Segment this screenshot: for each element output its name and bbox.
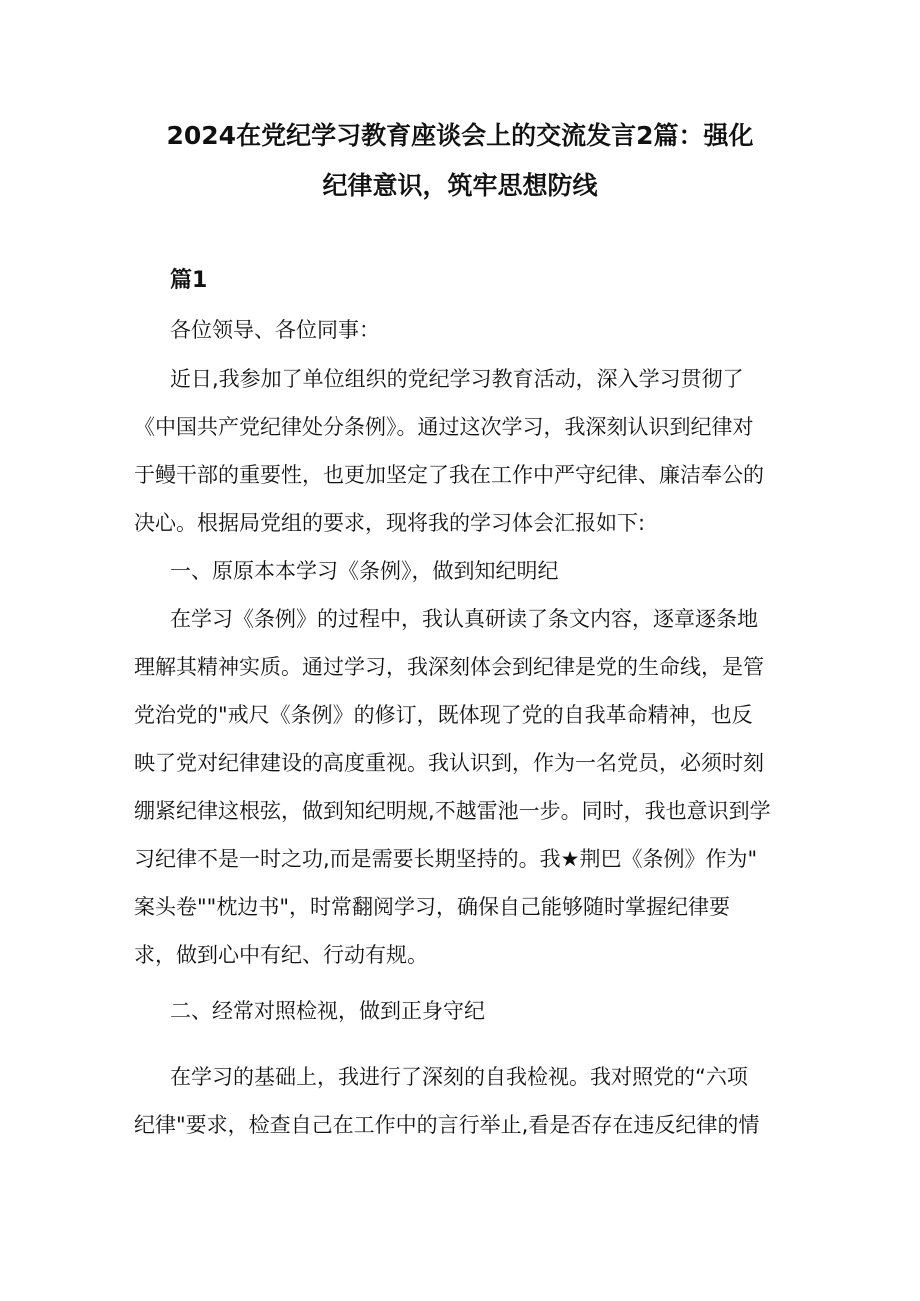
paragraph-line: 近日,我参加了单位组织的党纪学习教育活动，深入学习贯彻了: [170, 367, 744, 391]
section-heading-2: 二、经常对照检视，做到正身守纪: [170, 999, 485, 1023]
salutation: 各位领导、各位同事：: [170, 318, 380, 342]
document-title-line-1: 2024在党纪学习教育座谈会上的交流发言2篇：强化: [166, 121, 754, 150]
part-label: 篇1: [170, 268, 208, 293]
paragraph-line: 求，做到心中有纪、行动有规。: [134, 943, 428, 967]
paragraph-line: 案头卷""枕边书"，时常翻阅学习，确保自己能够随时掌握纪律要: [134, 895, 730, 919]
paragraph-line: 习纪律不是一时之功,而是需要长期坚持的。我★荆巴《条例》作为": [134, 847, 758, 871]
paragraph-line: 映了党对纪律建设的高度重视。我认识到，作为一名党员，必须时刻: [134, 751, 764, 775]
paragraph-line: 理解其精神实质。通过学习，我深刻体会到纪律是党的生命线，是管: [134, 655, 764, 679]
section-heading-1: 一、原原本本学习《条例》，做到知纪明纪: [170, 559, 559, 583]
paragraph-line: 《中国共产党纪律处分条例》。通过这次学习，我深刻认识到纪律对: [134, 415, 754, 439]
paragraph-line: 在学习《条例》的过程中，我认真研读了条文内容，逐章逐条地: [170, 607, 758, 631]
paragraph-line: 在学习的基础上，我进行了深刻的自我检视。我对照党的“六项: [170, 1065, 748, 1089]
paragraph-line: 决心。根据局党组的要求，现将我的学习体会汇报如下:: [134, 511, 646, 535]
paragraph-line: 党治党的"戒尺《条例》的修订，既体现了党的自我革命精神，也反: [134, 703, 753, 727]
paragraph-line: 纪律"要求，检查自己在工作中的言行举止,看是否存在违反纪律的情: [134, 1113, 760, 1137]
paragraph-line: 于鳗干部的重要性，也更加坚定了我在工作中严守纪律、廉洁奉公的: [134, 463, 764, 487]
paragraph-line: 绷紧纪律这根弦，做到知纪明规,不越雷池一步。同时，我也意识到学: [134, 799, 771, 823]
document-title-line-2: 纪律意识，筑牢思想防线: [322, 171, 598, 200]
